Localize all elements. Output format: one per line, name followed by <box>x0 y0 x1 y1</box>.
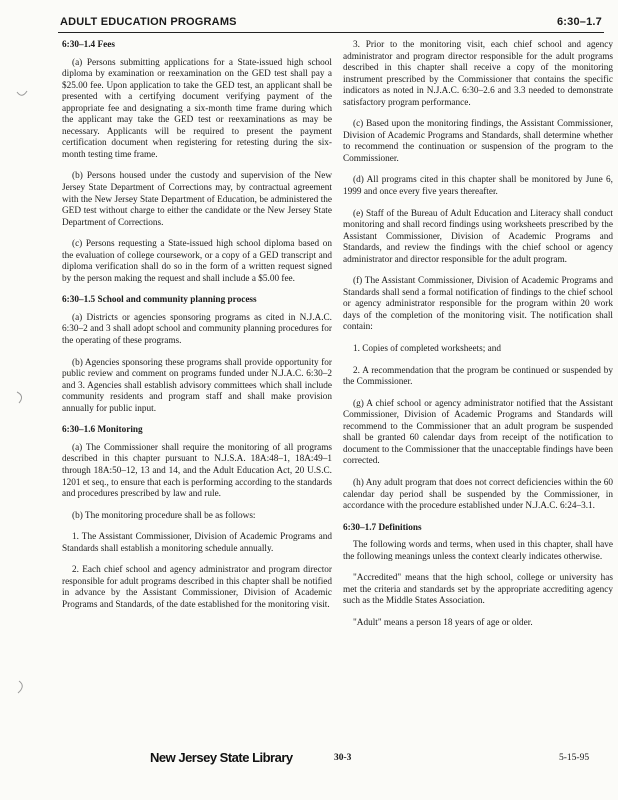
page-number: 30-3 <box>334 753 352 763</box>
paragraph: (b) Agencies sponsoring these programs shall provide opportunity for public review and comment on programs funded under N.J.A.C. 6:30–2 and 3. Agencies shall establish advisory committees which shall include community residents and program staff and shall make provision annually for public input. <box>62 357 332 414</box>
paragraph: 2. Each chief school and agency administrator and program director responsible for adult programs described in this chapter shall be notified in advance by the Assistant Commissioner, Division of Academic Programs and Standards, of the date established for the monitoring visit. <box>62 565 332 610</box>
right-column <box>343 40 613 639</box>
paragraph: (a) Persons submitting applications for a State-issued high school diploma by examination or reexamination on the GED test shall pay a $25.00 fee. Upon application to take the GED test, an applicant shall be presented with a certifying document verifying payment of the appropriate fee and designating a six-month time frame during which the applicant may take the GED test or reexaminations as may be necessary. Applicants will be required to present the payment certification document when registering for retesting during the six-month testing time frame. <box>62 57 332 160</box>
paragraph: 1. Copies of completed worksheets; and <box>353 344 501 355</box>
page-footer <box>0 750 618 790</box>
page-header <box>58 14 604 33</box>
revision-date: 5-15-95 <box>559 753 590 763</box>
punch-mark-icon <box>16 90 28 100</box>
paragraph: (c) Based upon the monitoring findings, the Assistant Commissioner, Division of Academic Programs and Standards, shall determine whether to recommend the continuation or suspension of the program to the Commissioner. <box>343 119 613 164</box>
section-heading: 6:30–1.4 Fees <box>62 40 115 50</box>
paragraph: (g) A chief school or agency administrator notified that the Assistant Commissioner, Division of Academic Programs and Standards will recommend to the Commissioner that an adult program be suspended shall be granted 60 calendar days from receipt of the notification to document to the Commissioner that the unacceptable findings have been corrected. <box>343 398 613 467</box>
paragraph: 3. Prior to the monitoring visit, each chief school and agency administrator and program director responsible for the adult programs described in this chapter shall receive a copy of the monitoring instrument prescribed by the Commissioner that contains the specific indicators as noted in N.J.A.C. 6:30–2.6 and 3.3 needed to demonstrate satisfactory program performance. <box>343 40 613 108</box>
paragraph: 1. The Assistant Commissioner, Division of Academic Programs and Standards shall establish a monitoring schedule annually. <box>62 532 332 554</box>
paragraph: 2. A recommendation that the program be continued or suspended by the Commissioner. <box>343 365 613 388</box>
paragraph: (d) All programs cited in this chapter shall be monitored by June 6, 1999 and once every five years thereafter. <box>343 175 613 198</box>
paragraph: (h) Any adult program that does not correct deficiencies within the 60 calendar day period shall be suspended by the Commissioner, in accordance with the procedure established under N.J.A.C. 6:24–3.1. <box>343 477 613 512</box>
paragraph: "Accredited" means that the high school, college or university has met the criteria and standards set by the appropriate accrediting agency such as the Middle States Association. <box>343 573 613 607</box>
library-stamp: New Jersey State Library <box>150 750 293 765</box>
section-heading: 6:30–1.5 School and community planning process <box>62 295 257 306</box>
paragraph: "Adult" means a person 18 years of age or older. <box>353 617 533 628</box>
chapter-title: ADULT EDUCATION PROGRAMS <box>60 16 237 28</box>
section-number: 6:30–1.7 <box>556 16 602 28</box>
paragraph: The following words and terms, when used in this chapter, shall have the following meanings unless the context clearly indicates otherwise. <box>343 540 613 562</box>
paragraph: (a) Districts or agencies sponsoring programs as cited in N.J.A.C. 6:30–2 and 3 shall adopt school and community planning procedures for the operating of these programs. <box>62 312 332 347</box>
paragraph: (e) Staff of the Bureau of Adult Education and Literacy shall conduct monitoring and shall record findings using worksheets prescribed by the Assistant Commissioner, Division of Academic Programs and Standards, and review the findings with the chief school or agency administrator and director responsible for the adult program. <box>343 208 613 265</box>
left-column <box>62 40 332 621</box>
section-heading: 6:30–1.6 Monitoring <box>62 425 143 436</box>
paragraph: (c) Persons requesting a State-issued high school diploma based on the evaluation of college coursework, or a copy of a GED transcript and diploma verification shall do so in the form of a written request signed by the person making the request and shall include a $5.00 fee. <box>62 239 332 284</box>
punch-mark-icon <box>16 680 28 694</box>
punch-mark-icon <box>16 390 28 404</box>
section-heading: 6:30–1.7 Definitions <box>343 522 422 533</box>
paragraph: (a) The Commissioner shall require the monitoring of all programs described in this chapter pursuant to N.J.S.A. 18A:48–1, 18A:49–1 through 18A:50–12, 13 and 14, and the Adult Education Act, 20 U.S.C. 1201 et seq., to ensure that each is performing according to the standards and procedures prescribed by law and rule. <box>62 442 332 500</box>
paragraph: (b) Persons housed under the custody and supervision of the New Jersey State Department of Corrections may, by contractual agreement with the New Jersey State Department of Education, be administered the GED test without charge to either the candidate or the New Jersey State Department of Corrections. <box>62 171 332 228</box>
paragraph: (f) The Assistant Commissioner, Division of Academic Programs and Standards shall send a formal notification of findings to the chief school or agency administrator responsible for the program within 20 work days of the completion of the monitoring visit. The notification shall contain: <box>343 276 613 333</box>
paragraph: (b) The monitoring procedure shall be as follows: <box>72 510 256 521</box>
